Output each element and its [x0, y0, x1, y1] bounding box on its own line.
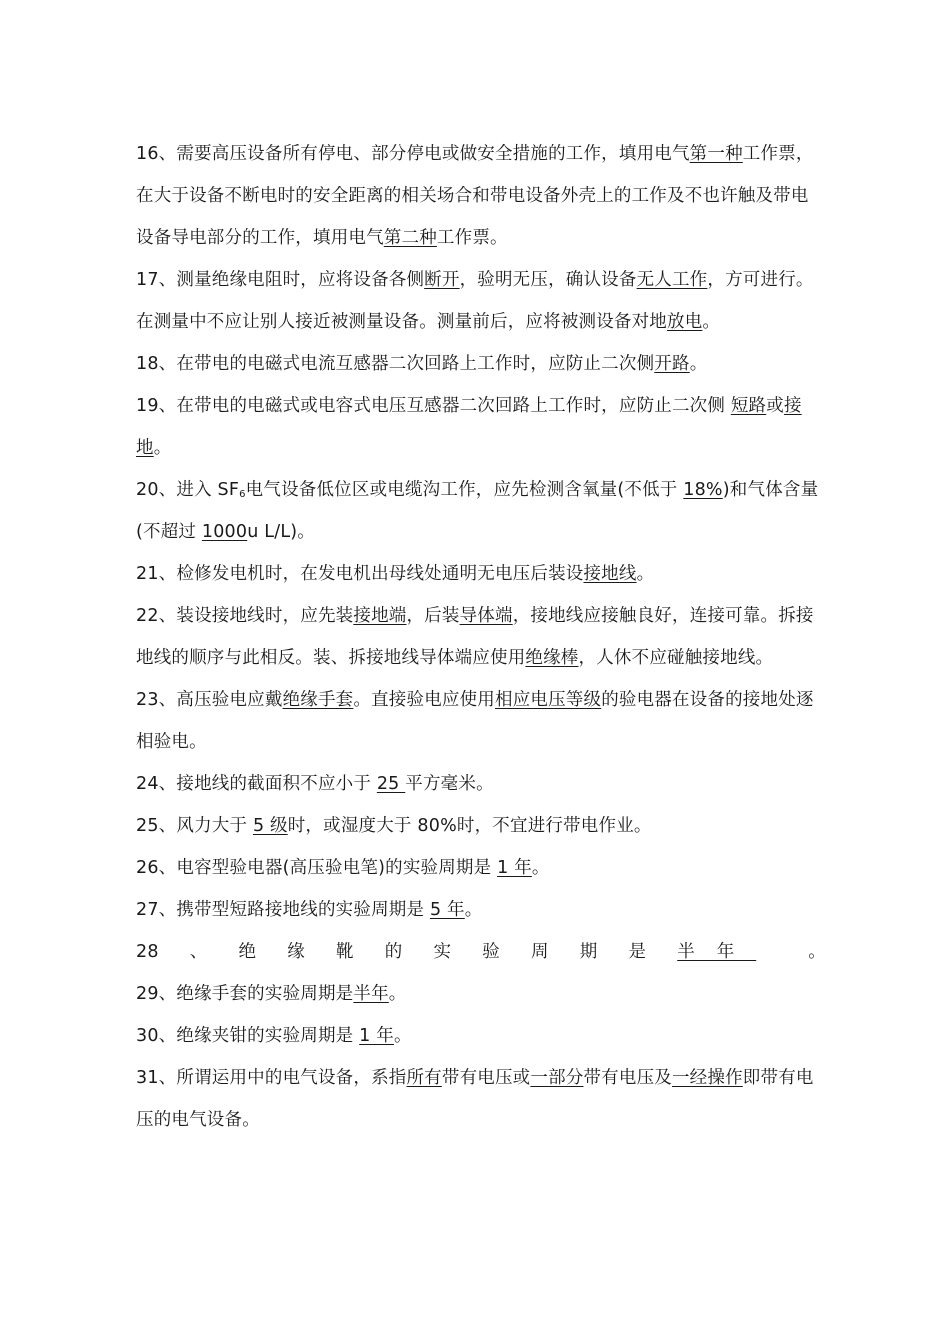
answer-blank: 导体端: [459, 606, 513, 626]
question-item: [136, 343, 826, 385]
question-item: [136, 469, 826, 553]
answer-blank: 一部分: [530, 1068, 584, 1088]
question-text: 带有电压及: [583, 1068, 672, 1088]
answer-blank: 半年: [677, 942, 757, 962]
answer-blank: 短路: [730, 396, 767, 416]
question-text: 靴: [335, 942, 354, 962]
answer-blank: 第一种: [689, 144, 743, 164]
question-text: 是: [628, 942, 647, 962]
question-text: 或: [766, 396, 784, 416]
answer-blank: 第二种: [383, 228, 437, 248]
question-text: 的验电器在设备的接地处逐相验电。: [136, 690, 814, 752]
question-item: [136, 805, 826, 847]
question-text: ，接地线应接触良好，连接可靠。拆接地线的顺序与此相反。装、拆接地线导体端应使用: [136, 606, 814, 668]
question-item: [136, 931, 826, 973]
question-item: [136, 679, 826, 763]
question-text: 。: [464, 900, 483, 920]
question-text: 25、风力大于: [136, 816, 253, 836]
question-text: 的: [384, 942, 403, 962]
answer-blank: 1000: [201, 522, 248, 542]
question-item: [136, 259, 826, 343]
answer-blank: 接地线: [583, 564, 637, 584]
question-text: 17、测量绝缘电阻时，应将设备各侧: [136, 270, 425, 290]
question-item: [136, 1057, 826, 1141]
question-text: 28: [136, 942, 159, 962]
answer-blank: 5 级: [252, 816, 288, 836]
question-text: u L/L)。: [247, 522, 316, 542]
document-page: [136, 133, 826, 1141]
question-text: 周: [530, 942, 549, 962]
question-text: 平方毫米。: [405, 774, 494, 794]
answer-blank: 绝缘棒: [525, 648, 579, 668]
question-text: 24、接地线的截面积不应小于: [136, 774, 377, 794]
question-item: [136, 385, 826, 469]
question-text: 工作票。: [436, 228, 508, 248]
answer-blank: 5 年: [429, 900, 465, 920]
question-item: [136, 133, 826, 259]
question-text: 22、装设接地线时，应先装: [136, 606, 354, 626]
question-item: [136, 973, 826, 1015]
question-text: 、: [189, 942, 208, 962]
question-item: [136, 889, 826, 931]
question-text: ，人休不应碰触接地线。: [578, 648, 774, 668]
answer-blank: 1 年: [497, 858, 532, 878]
answer-blank: 一经操作: [671, 1068, 743, 1088]
question-text: 16、需要高压设备所有停电、部分停电或做安全措施的工作，填用电气: [136, 144, 690, 164]
answer-blank: 接地: [136, 396, 802, 458]
question-text: 。直接验电应使用: [353, 690, 495, 710]
answer-blank: 18%: [683, 480, 723, 500]
question-text: 。: [153, 438, 172, 458]
question-text: 。: [393, 1026, 412, 1046]
question-item: [136, 763, 826, 805]
question-text: 19、在带电的电磁式或电容式电压互感器二次回路上工作时，应防止二次侧: [136, 396, 731, 416]
question-text: 带有电压或: [441, 1068, 531, 1088]
question-text: 期: [579, 942, 598, 962]
question-text: 电气设备低位区或电缆沟工作，应先检测含氧量(不低于: [245, 480, 684, 500]
answer-blank: 半年: [353, 984, 389, 1004]
question-text: 实: [433, 942, 452, 962]
question-item: [136, 847, 826, 889]
answer-blank: 接地端: [353, 606, 407, 626]
question-text: ，方可进行。在测量中不应让别人接近被测量设备。测量前后，应将被测设备对地: [136, 270, 814, 332]
question-text: 。: [388, 984, 407, 1004]
answer-blank: 放电: [667, 312, 703, 332]
question-text: ，后装: [406, 606, 460, 626]
answer-blank: 所有: [406, 1068, 442, 1088]
question-text: )和气体含量(不超过: [136, 480, 819, 542]
question-text: 即带有电压的电气设备。: [136, 1068, 814, 1130]
question-text: 30、绝缘夹钳的实验周期是: [136, 1026, 360, 1046]
answer-blank: 25: [376, 774, 406, 794]
question-text: 27、携带型短路接地线的实验周期是: [136, 900, 430, 920]
question-text: 。: [702, 312, 721, 332]
question-text: 时，或湿度大于 80%时，不宜进行带电作业。: [287, 816, 652, 836]
question-text: 缘: [287, 942, 305, 962]
answer-blank: 断开: [424, 270, 460, 290]
question-text: 。: [531, 858, 550, 878]
question-text: 工作票，在大于设备不断电时的安全距离的相关场合和带电设备外壳上的工作及不也许触及带电设备导电部分的工作，填用电气: [136, 144, 814, 248]
answer-blank: 无人工作: [636, 270, 708, 290]
question-text: 。: [689, 354, 708, 374]
answer-blank: 1 年: [359, 1026, 394, 1046]
answer-blank: 开路: [654, 354, 690, 374]
question-text: 20、进入 SF: [136, 480, 240, 500]
question-text: ，验明无压，确认设备: [459, 270, 637, 290]
answer-blank: 绝缘手套: [282, 690, 354, 710]
question-item: [136, 1015, 826, 1057]
question-text: 18、在带电的电磁式电流互感器二次回路上工作时，应防止二次侧: [136, 354, 655, 374]
question-text: 26、电容型验电器(高压验电笔)的实验周期是: [136, 858, 498, 878]
question-text: 。: [808, 942, 826, 962]
question-text: 31、所谓运用中的电气设备，系指: [136, 1068, 407, 1088]
question-text: 6: [239, 489, 246, 500]
question-text: 。: [636, 564, 655, 584]
question-item: [136, 595, 826, 679]
question-text: 21、检修发电机时，在发电机出母线处通明无电压后装设: [136, 564, 584, 584]
question-text: 验: [482, 942, 500, 962]
question-item: [136, 553, 826, 595]
answer-blank: 相应电压等级: [495, 690, 602, 710]
question-text: 23、高压验电应戴: [136, 690, 283, 710]
question-text: 绝: [238, 942, 257, 962]
question-text: 29、绝缘手套的实验周期是: [136, 984, 354, 1004]
